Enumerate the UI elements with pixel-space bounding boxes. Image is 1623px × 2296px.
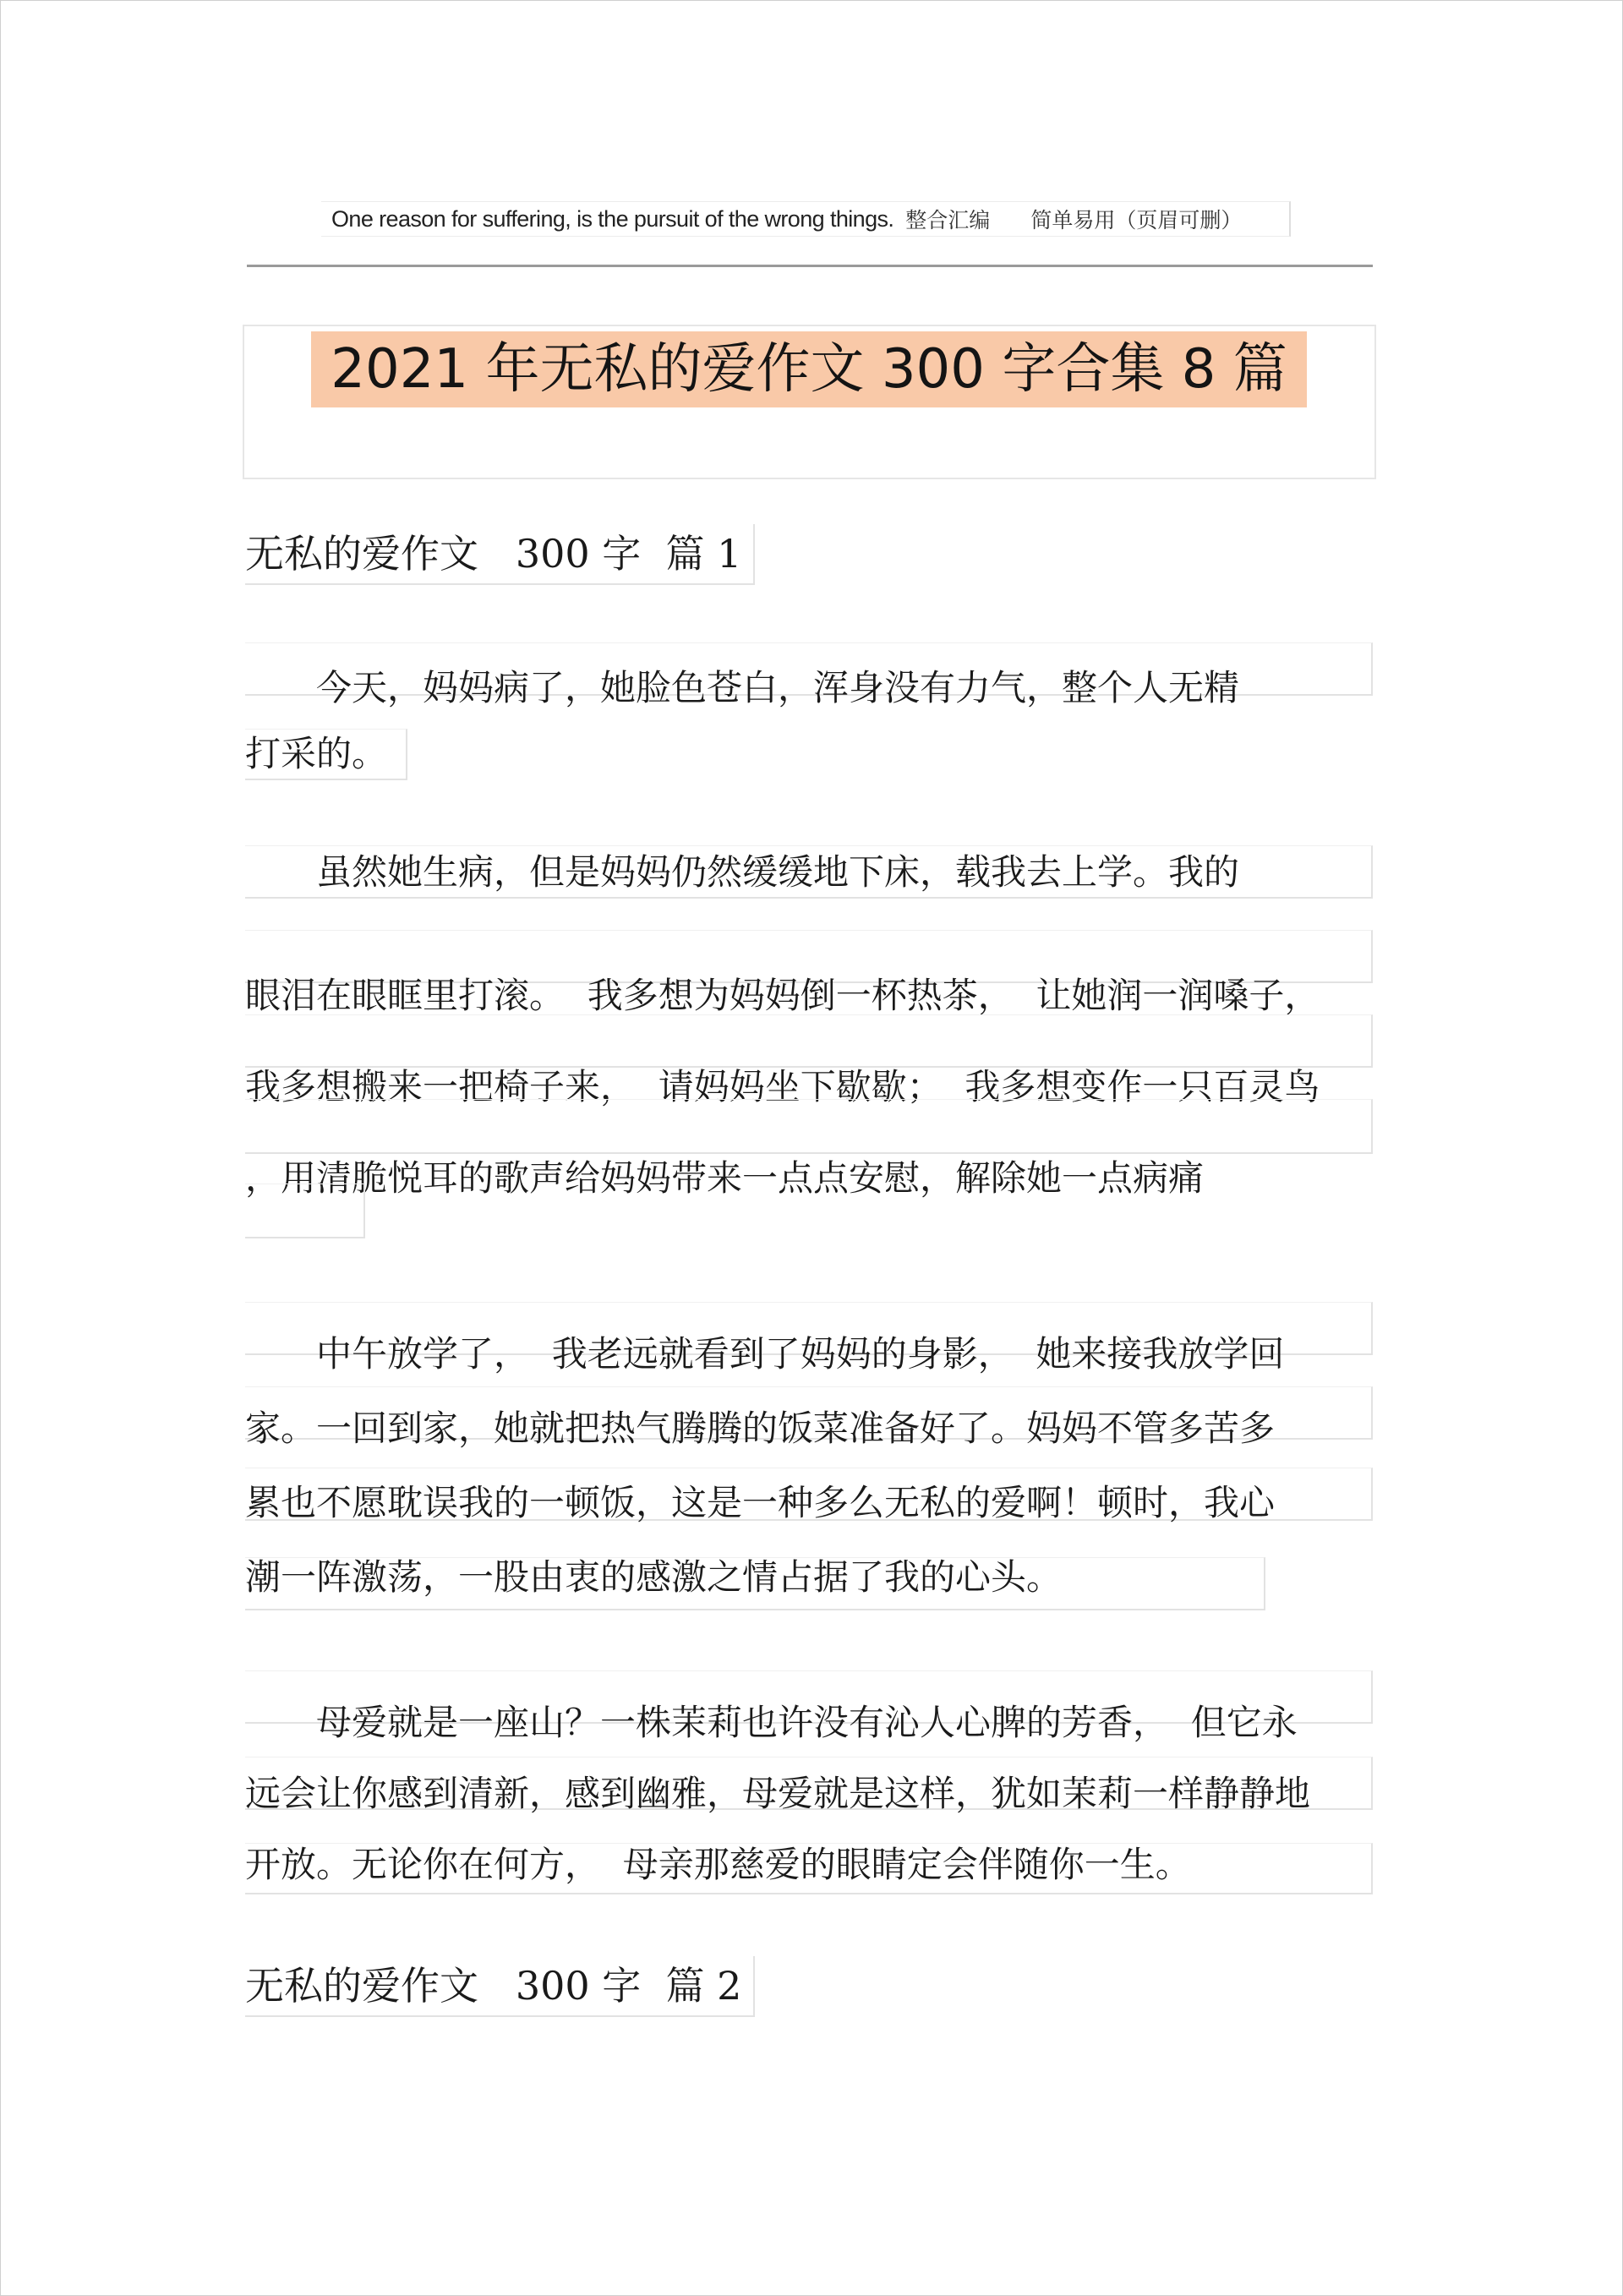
header-divider xyxy=(247,265,1373,267)
paragraph-line: 虽然她生病，但是妈妈仍然缓缓地下床，载我去上学。我的 xyxy=(245,851,1240,893)
section-heading-2: 无私的爱作文 300 字 篇 2 xyxy=(245,1956,755,2017)
paragraph-line: 开放。无论你在何方， 母亲那慈爱的眼睛定会伴随你一生。 xyxy=(245,1844,1191,1885)
header-tag-compilation: 整合汇编 xyxy=(905,208,991,232)
paragraph-line: 累也不愿耽误我的一顿饭，这是一种多么无私的爱啊！顿时，我心 xyxy=(245,1482,1276,1523)
paragraph-line: 中午放学了， 我老远就看到了妈妈的身影， 她来接我放学回 xyxy=(245,1333,1285,1375)
paragraph-line: 母爱就是一座山？一株茉莉也许没有沁人心脾的芳香， 但它永 xyxy=(245,1702,1298,1743)
paragraph-line: 远会让你感到清新，感到幽雅，母爱就是这样，犹如茉莉一样静静地 xyxy=(245,1773,1311,1814)
paragraph-line: 打采的。 xyxy=(245,733,388,774)
page-header xyxy=(321,201,1291,237)
paragraph-line: 眼泪在眼眶里打滚。 我多想为妈妈倒一杯热茶， 让她润一润嗓子， xyxy=(245,975,1320,1016)
section-heading-1: 无私的爱作文 300 字 篇 1 xyxy=(245,524,755,585)
line-frame xyxy=(245,1184,365,1238)
paragraph-line: 我多想搬来一把椅子来， 请妈妈坐下歇歇； 我多想变作一只百灵鸟 xyxy=(245,1066,1320,1107)
document-title: 2021 年无私的爱作文 300 字合集 8 篇 xyxy=(331,338,1287,401)
paragraph-line: 今天，妈妈病了，她脸色苍白，浑身没有力气，整个人无精 xyxy=(245,667,1240,708)
line-frame xyxy=(245,1099,1373,1154)
paragraph-line: ，用清脆悦耳的歌声给妈妈带来一点点安慰，解除她一点病痛 xyxy=(245,1157,1205,1199)
paragraph-line: 家。一回到家，她就把热气腾腾的饭菜准备好了。妈妈不管多苦多 xyxy=(245,1408,1276,1449)
line-frame xyxy=(245,1014,1373,1068)
header-tag-easy-use: 简单易用（页眉可删） xyxy=(1030,208,1243,232)
header-motto: One reason for suffering, is the pursuit of the wrong things. xyxy=(331,205,894,232)
paragraph-line: 潮一阵激荡，一股由衷的感激之情占据了我的心头。 xyxy=(245,1556,1063,1598)
